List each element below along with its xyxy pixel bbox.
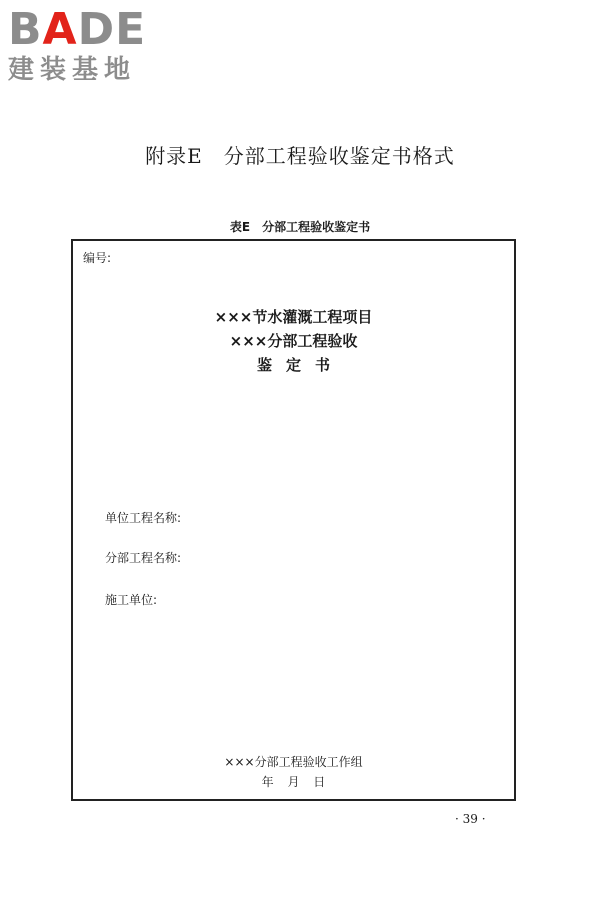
heading-acceptance-line: ×××分部工程验收 xyxy=(229,332,358,350)
logo-wordmark xyxy=(8,6,188,54)
heading-project-line: ×××节水灌溉工程项目 xyxy=(214,308,373,326)
logo-letters-de: DE xyxy=(77,4,147,55)
bade-logo xyxy=(8,6,188,92)
serial-number-label: 编号: xyxy=(83,251,112,265)
logo-letter-a: A xyxy=(42,4,78,55)
appendix-title: 附录E 分部工程验收鉴定书格式 xyxy=(145,144,455,168)
sub-project-name-field: 分部工程名称: xyxy=(105,551,182,565)
date-line: 年 月 日 xyxy=(261,775,326,789)
table-caption: 表E 分部工程验收鉴定书 xyxy=(229,220,371,234)
acceptance-form xyxy=(71,239,516,801)
heading-certificate-line: 鉴定书 xyxy=(256,356,344,374)
acceptance-group-signature: ×××分部工程验收工作组 xyxy=(224,755,363,769)
page-number: · 39 · xyxy=(455,812,486,826)
logo-subtitle: 建装基地 xyxy=(8,55,137,85)
construction-unit-field: 施工单位: xyxy=(105,593,158,607)
logo-letter-b: B xyxy=(8,4,43,55)
form-heading xyxy=(73,305,514,377)
unit-project-name-field: 单位工程名称: xyxy=(105,511,182,525)
